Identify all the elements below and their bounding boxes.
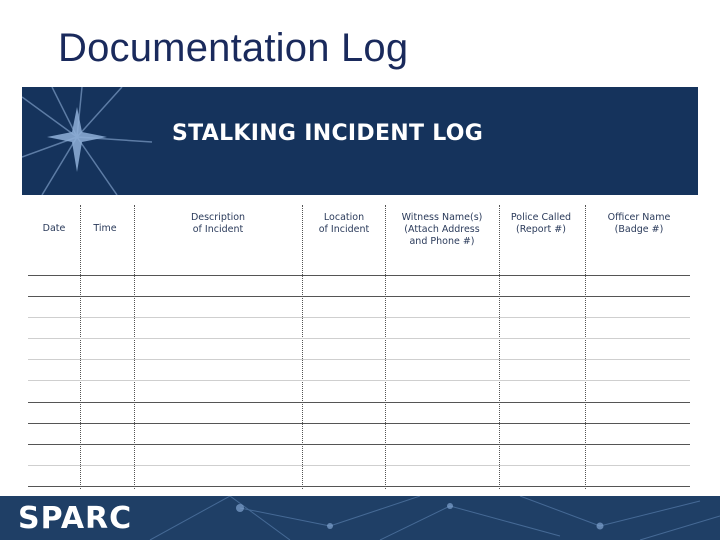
row-line	[28, 338, 690, 339]
row-line	[28, 402, 690, 403]
row-line	[28, 275, 690, 276]
column-divider	[134, 205, 135, 489]
column-header-witness: Witness Name(s) (Attach Address and Phone #)	[401, 212, 483, 247]
row-line	[28, 444, 690, 445]
row-line	[28, 486, 690, 487]
column-header-location: Location of Incident	[318, 212, 370, 235]
row-line	[28, 296, 690, 297]
column-header-time: Time	[93, 223, 117, 234]
column-divider	[585, 205, 586, 489]
row-line	[28, 380, 690, 381]
column-divider	[385, 205, 386, 489]
column-header-description: Description of Incident	[190, 212, 246, 235]
footer-bar	[0, 496, 720, 540]
slide-title: Documentation Log	[58, 26, 409, 70]
incident-log-table	[28, 205, 690, 489]
column-header-officer: Officer Name (Badge #)	[607, 212, 671, 235]
log-title: STALKING INCIDENT LOG	[172, 121, 484, 146]
column-divider	[499, 205, 500, 489]
column-header-date: Date	[42, 223, 66, 234]
column-divider	[80, 205, 81, 489]
row-line	[28, 317, 690, 318]
log-banner	[22, 87, 698, 195]
column-header-police: Police Called (Report #)	[510, 212, 572, 235]
row-line	[28, 465, 690, 466]
column-divider	[302, 205, 303, 489]
row-line	[28, 359, 690, 360]
sparc-logo: SPARC	[18, 501, 133, 536]
row-line	[28, 423, 690, 424]
